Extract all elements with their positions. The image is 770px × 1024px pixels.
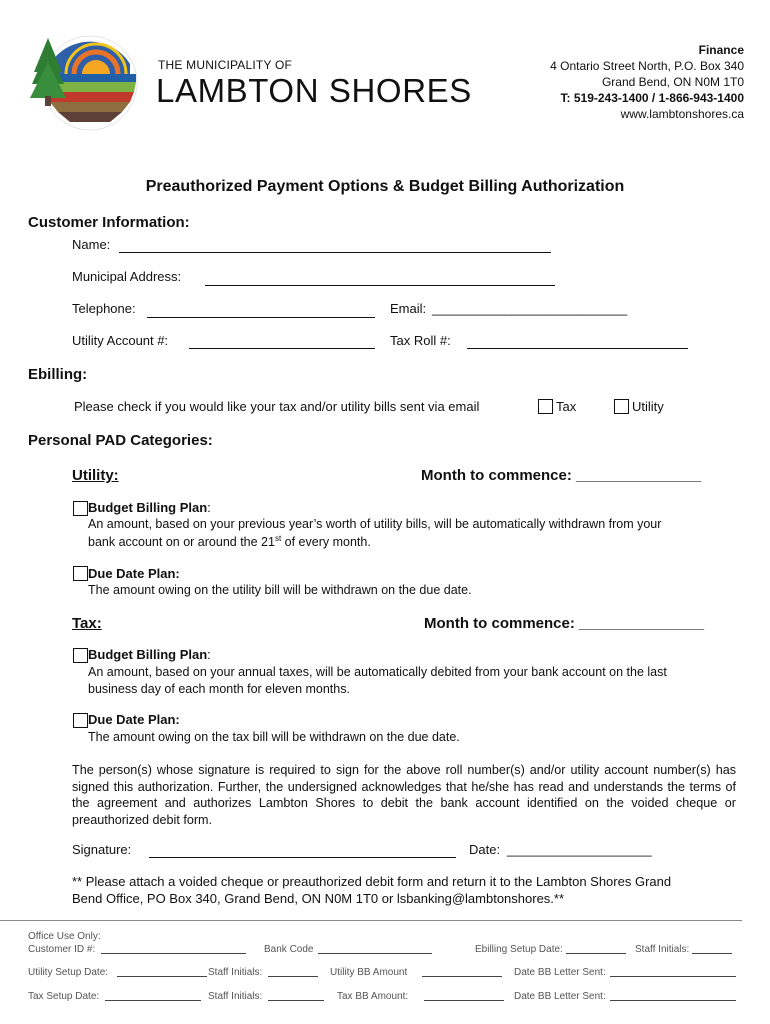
utility-budget-desc1: An amount, based on your previous year’s worth of utility bills, will be automatically withdrawn from your [88,517,662,531]
ebilling-heading: Ebilling: [28,366,88,383]
lambton-shores-logo [30,34,142,132]
tax-setup-label: Tax Setup Date: [28,991,100,1002]
bank-code-label: Bank Code [264,944,314,955]
date-label: Date: [469,842,501,857]
utility-budget-label: Budget Billing Plan [88,500,208,515]
office-heading: Office Use Only: [28,931,101,942]
utility-budget-sup: st [274,534,282,543]
address-line1: 4 Ontario Street North, P.O. Box 340 [550,59,744,73]
customer-id-field[interactable] [101,953,246,954]
tax-due-desc: The amount owing on the tax bill will be withdrawn on the due date. [88,730,460,744]
staff-initials-field-3[interactable] [268,1000,324,1001]
tax-roll-field[interactable] [467,348,688,349]
utility-account-field[interactable] [189,348,375,349]
ebilling-utility-checkbox[interactable] [614,399,629,414]
municipality-prefix: THE MUNICIPALITY OF [158,58,293,72]
tax-due-checkbox[interactable] [73,713,88,728]
finance-address-block [550,42,744,122]
utility-setup-field[interactable] [117,976,207,977]
pad-heading: Personal PAD Categories: [28,432,213,449]
staff-initials-field-1[interactable] [692,953,732,954]
utility-budget-desc2a: bank account on or around the 21 [88,535,275,550]
staff-initials-label-1: Staff Initials: [635,944,690,955]
utility-account-label: Utility Account #: [72,333,169,348]
tax-month-label [424,615,704,632]
note-line2: Bend Office, PO Box 340, Grand Bend, ON N0M 1T0 or lsbanking@lambtonshores.** [72,891,565,906]
staff-initials-field-2[interactable] [268,976,318,977]
ebilling-tax-label: Tax [556,399,577,414]
telephone-label: Telephone: [72,301,136,316]
website: www.lambtonshores.ca [620,107,744,121]
customer-id-label: Customer ID #: [28,944,96,955]
authorization-text: The person(s) whose signature is required to sign for the above roll number(s) and/or utility account number(s) has signed this authorization. Further, the undersigned acknowledges that he/she has read and understands the terms of the agreement and authorizes Lambton Shores to debit the bank account identified on the voided cheque or preauthorized debit form. [72,763,736,827]
tax-budget-checkbox[interactable] [73,648,88,663]
ebilling-date-field[interactable] [566,953,626,954]
tax-bb-field[interactable] [424,1000,504,1001]
customer-info-heading: Customer Information: [28,214,190,231]
address-field[interactable] [205,285,555,286]
tax-heading: Tax: [72,615,102,632]
name-label: Name: [72,237,111,252]
date-field[interactable]: ____________________ [507,842,652,857]
form-title: Preauthorized Payment Options & Budget Billing Authorization [145,178,625,195]
utility-month-field[interactable]: _______________ [576,467,702,484]
tax-month-text: Month to commence: [424,615,575,632]
utility-budget-colon: : [207,500,211,515]
staff-initials-label-2: Staff Initials: [208,967,263,978]
staff-initials-label-3: Staff Initials: [208,991,263,1002]
ebilling-date-label: Ebilling Setup Date: [475,944,563,955]
tax-budget-title [88,647,211,662]
utility-month-label [421,467,701,484]
telephone-field[interactable] [147,317,375,318]
date-bb-field-2[interactable] [610,1000,736,1001]
tax-budget-desc2: business day of each month for eleven months. [88,682,350,696]
date-bb-label-1: Date BB Letter Sent: [514,967,606,978]
ebilling-text: Please check if you would like your tax and/or utility bills sent via email [74,399,480,414]
bank-code-field[interactable] [318,953,432,954]
dept-name: Finance [698,43,744,57]
utility-setup-label: Utility Setup Date: [28,967,109,978]
utility-month-text: Month to commence: [421,467,572,484]
municipality-name: LAMBTON SHORES [156,72,472,109]
tax-budget-label: Budget Billing Plan [88,647,208,662]
utility-due-desc: The amount owing on the utility bill will be withdrawn on the due date. [88,583,472,597]
tax-bb-label: Tax BB Amount: [337,991,409,1002]
utility-bb-label: Utility BB Amount [330,967,408,978]
tax-budget-colon: : [207,647,211,662]
signature-field[interactable] [149,857,456,858]
email-label: Email: [390,301,427,316]
tax-due-label: Due Date Plan: [88,712,180,727]
utility-due-checkbox[interactable] [73,566,88,581]
name-field[interactable] [119,252,551,253]
utility-due-label: Due Date Plan: [88,566,180,581]
date-bb-field-1[interactable] [610,976,736,977]
utility-budget-title [88,500,211,515]
tax-setup-field[interactable] [105,1000,201,1001]
phone: T: 519-243-1400 / 1-866-943-1400 [560,91,744,105]
utility-bb-field[interactable] [422,976,502,977]
utility-budget-checkbox[interactable] [73,501,88,516]
tax-roll-label: Tax Roll #: [390,333,451,348]
signature-label: Signature: [72,842,132,857]
address-line2: Grand Bend, ON N0M 1T0 [601,75,744,89]
date-bb-label-2: Date BB Letter Sent: [514,991,606,1002]
utility-heading: Utility: [72,467,119,484]
ebilling-utility-label: Utility [632,399,664,414]
note-line1: ** Please attach a voided cheque or preauthorized debit form and return it to the Lambton Shores Grand [72,874,672,889]
utility-budget-desc2 [88,534,371,549]
email-field[interactable]: ___________________________ [432,301,628,316]
tax-month-field[interactable]: _______________ [579,615,705,632]
utility-budget-desc2b: of every month. [281,535,371,550]
address-label: Municipal Address: [72,269,182,284]
ebilling-tax-checkbox[interactable] [538,399,553,414]
office-divider [0,920,742,921]
tax-budget-desc1: An amount, based on your annual taxes, will be automatically debited from your bank account on the last [88,665,667,679]
